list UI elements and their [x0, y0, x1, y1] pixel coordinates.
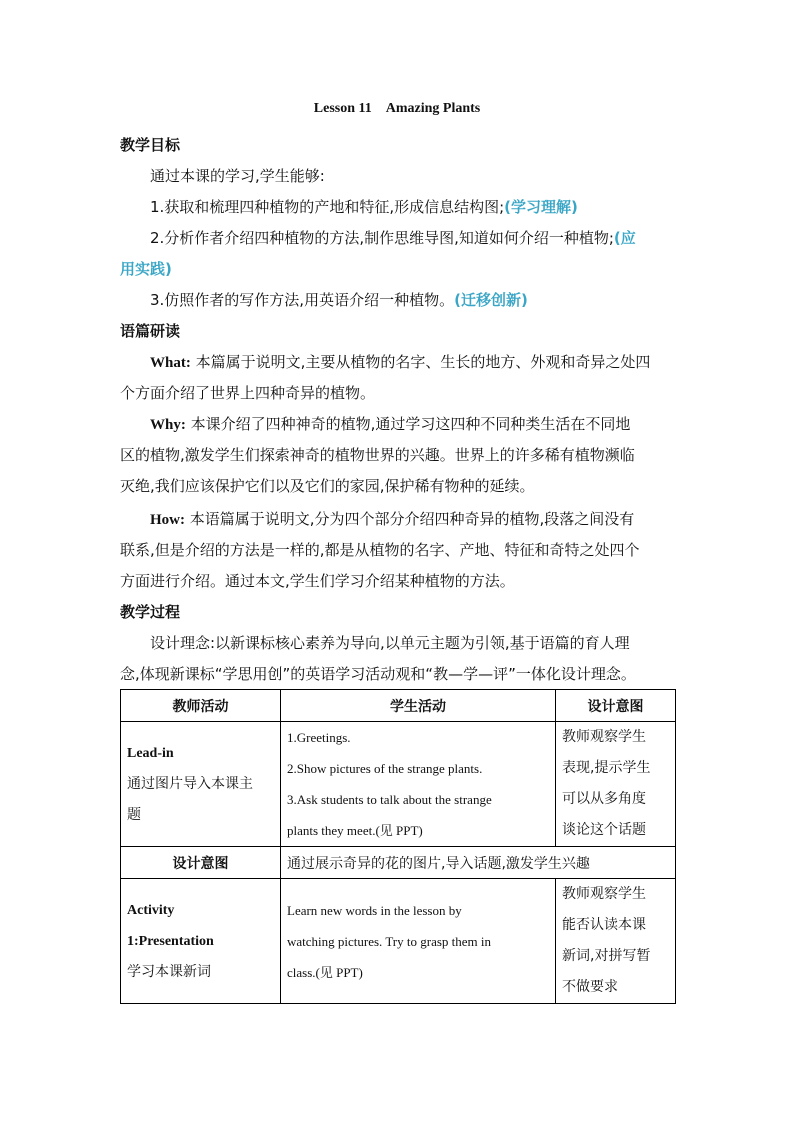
- how-label: How:: [150, 512, 185, 528]
- goal-tag-2a: (应: [613, 229, 636, 247]
- lesson-number: Lesson 11: [313, 101, 372, 116]
- why-label: Why:: [150, 417, 186, 433]
- teacher-cell-leadin: Lead-in 通过图片导入本课主 题: [121, 722, 281, 847]
- goal-item-1: 1.获取和梳理四种植物的产地和特征,形成信息结构图;(学习理解): [150, 198, 578, 216]
- section-heading-goals: 教学目标: [120, 136, 181, 154]
- section-heading-process: 教学过程: [120, 603, 181, 621]
- goal-item-3: 3.仿照作者的写作方法,用英语介绍一种植物。(迁移创新): [150, 291, 528, 309]
- goal-item-2: 2.分析作者介绍四种植物的方法,制作思维导图,知道如何介绍一种植物;(应: [150, 229, 636, 247]
- how-line-3: 方面进行介绍。通过本文,学生们学习介绍某种植物的方法。: [120, 572, 515, 590]
- table-row: [121, 722, 676, 847]
- lesson-topic: Amazing Plants: [385, 101, 481, 116]
- goal-tag-3: (迁移创新): [454, 291, 528, 309]
- table-row: [121, 879, 676, 1004]
- header-teacher: 教师活动: [121, 690, 281, 722]
- why-line-2: 区的植物,激发学生们探索神奇的植物世界的兴趣。世界上的许多稀有植物濒临: [120, 446, 635, 464]
- why-line-3: 灭绝,我们应该保护它们以及它们的家园,保护稀有物种的延续。: [120, 477, 535, 495]
- intent-cell-activity1: 教师观察学生 能否认读本课 新词,对拼写暂 不做要求: [556, 879, 676, 1004]
- goal-tag-2b: 用实践): [120, 260, 172, 278]
- header-intent: 设计意图: [556, 690, 676, 722]
- goal-item-2-cont: [120, 258, 680, 279]
- header-student: 学生活动: [281, 690, 556, 722]
- student-cell-activity1: Learn new words in the lesson by watching pictures. Try to grasp them in class.(见 PPT): [281, 879, 556, 1004]
- concept-line-2: 念,体现新课标“学思用创”的英语学习活动观和“教—学—评”一体化设计理念。: [120, 665, 636, 683]
- student-cell-leadin: 1.Greetings. 2.Show pictures of the strange plants. 3.Ask students to talk about the strange plants they meet.(见 PPT): [281, 722, 556, 847]
- what-label: What:: [150, 355, 191, 371]
- concept-line-1: 设计理念:以新课标核心素养为导向,以单元主题为引领,基于语篇的育人理: [150, 634, 630, 652]
- design-intent-label: 设计意图: [121, 847, 281, 879]
- table-row: [121, 847, 676, 879]
- why-line-1: Why: 本课介绍了四种神奇的植物,通过学习这四种不同种类生活在不同地: [150, 415, 631, 433]
- teaching-plan-table: [120, 689, 676, 1004]
- intent-cell-leadin: 教师观察学生 表现,提示学生 可以从多角度 谈论这个话题: [556, 722, 676, 847]
- section-heading-analysis: 语篇研读: [120, 322, 181, 340]
- how-line-1: How: 本语篇属于说明文,分为四个部分介绍四种奇异的植物,段落之间没有: [150, 510, 635, 528]
- design-intent-text: 通过展示奇异的花的图片,导入话题,激发学生兴趣: [281, 847, 676, 879]
- teacher-cell-activity1: Activity 1:Presentation 学习本课新词: [121, 879, 281, 1004]
- goals-intro: 通过本课的学习,学生能够:: [150, 167, 325, 185]
- lesson-title: [0, 101, 794, 117]
- table-header-row: [121, 690, 676, 722]
- what-line-2: 个方面介绍了世界上四种奇异的植物。: [120, 384, 376, 402]
- what-line-1: What: 本篇属于说明文,主要从植物的名字、生长的地方、外观和奇异之处四: [150, 353, 651, 371]
- goal-tag-1: (学习理解): [504, 198, 578, 216]
- how-line-2: 联系,但是介绍的方法是一样的,都是从植物的名字、产地、特征和奇特之处四个: [120, 541, 640, 559]
